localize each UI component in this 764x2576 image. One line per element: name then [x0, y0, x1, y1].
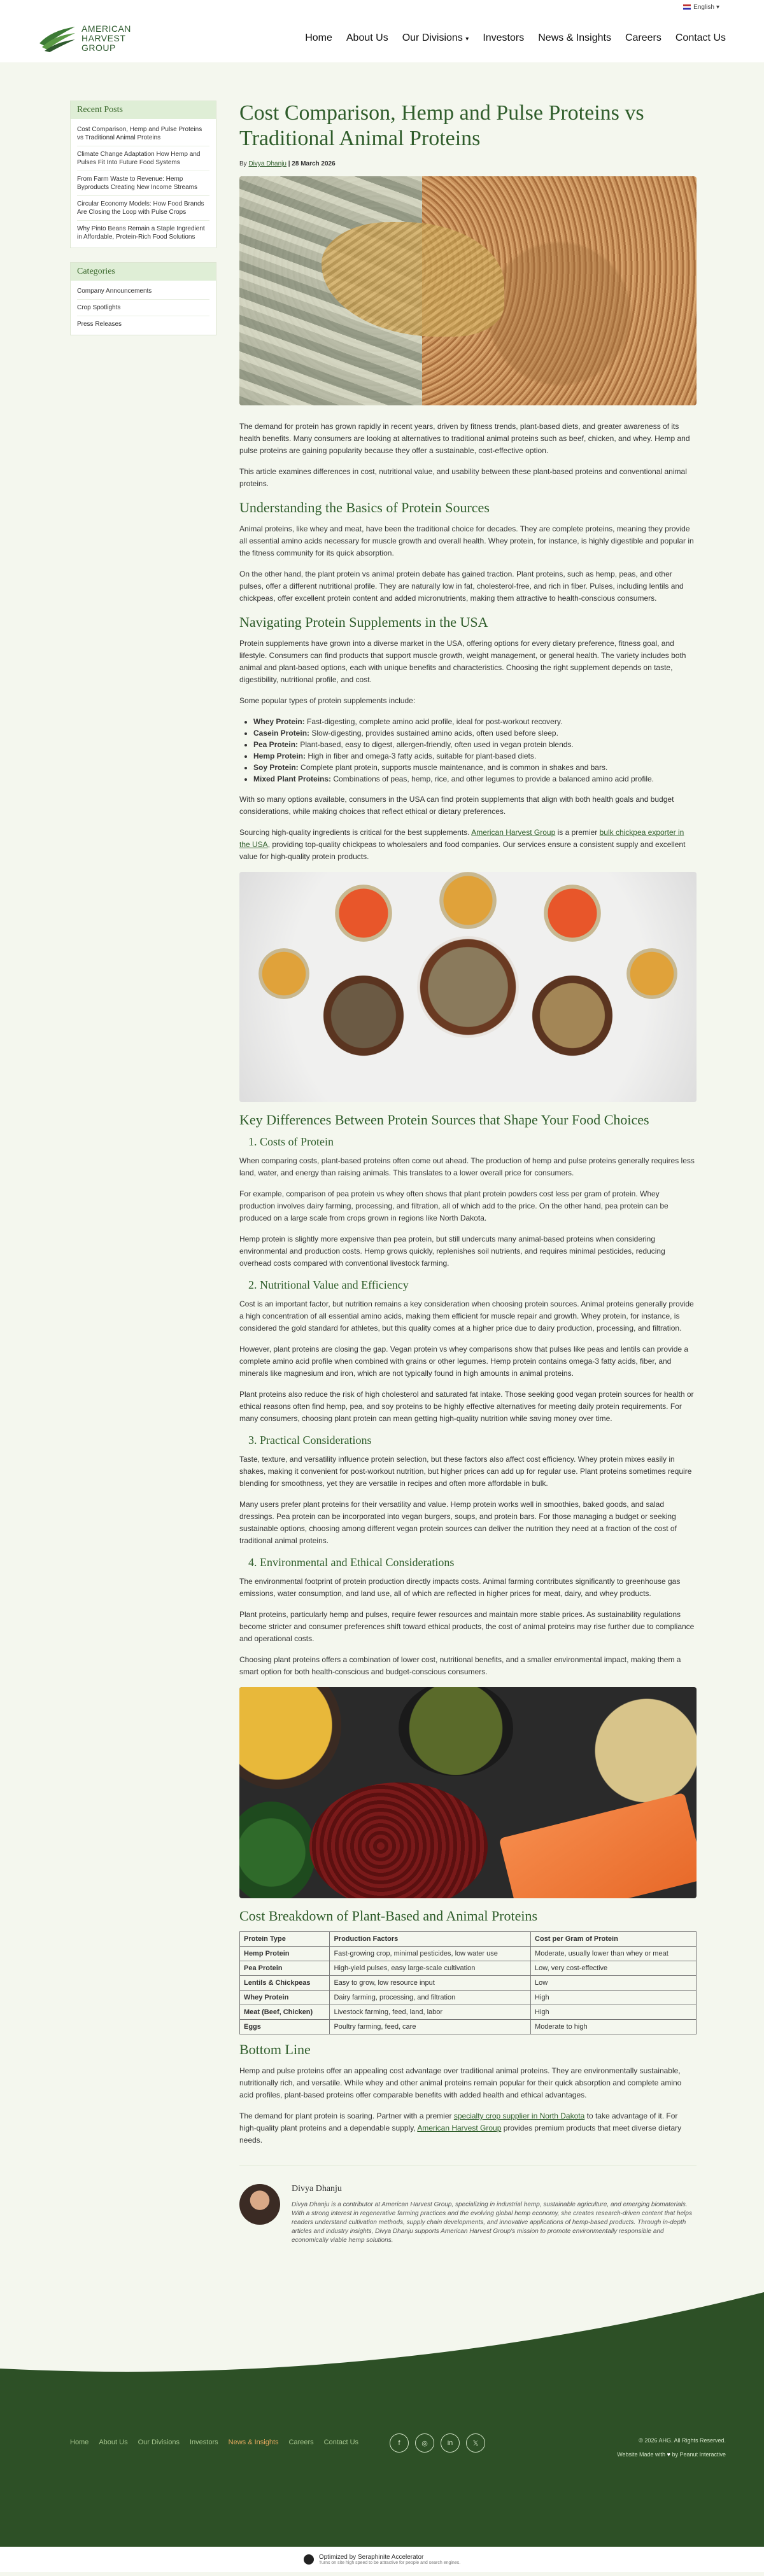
paragraph: Animal proteins, like whey and meat, have been the traditional choice for decades. They are complete proteins, meaning they provide all essential amino acids necessary for muscle growth and overall health. Whey protein, for instance, is highly digestible and popular in the fitness community for its quick absorption. — [239, 524, 694, 557]
paragraph: With so many options available, consumers in the USA can find protein supplements that align with both health goals and budget considerations, while making choices that reflect ethical or dietary preferences. — [239, 795, 674, 816]
category-link[interactable]: Crop Spotlights — [77, 300, 209, 316]
paragraph: The demand for protein has grown rapidly in recent years, driven by fitness trends, plant-based diets, and greater awareness of its health benefits. Many consumers are looking at alternatives to traditional animal proteins such as beef, chicken, and whey. Hemp and pulse proteins are gaining popularity because they offer a sustainable, cost-effective option. — [239, 422, 690, 455]
table-row — [240, 1947, 697, 1961]
list-item — [253, 773, 697, 785]
cell: Easy to grow, low resource input — [330, 1976, 531, 1991]
cell: Whey Protein — [240, 1991, 330, 2005]
chevron-down-icon: ▾ — [716, 3, 719, 11]
item-desc: Slow-digesting, provides sustained amino acids, often used before sleep. — [309, 729, 558, 738]
cell: Poultry farming, feed, care — [330, 2020, 531, 2034]
list-item — [253, 727, 697, 739]
cell: Lentils & Chickpeas — [240, 1976, 330, 1991]
item-name: Hemp Protein: — [253, 752, 306, 760]
supplement-list — [239, 716, 697, 785]
site-header — [0, 14, 764, 62]
item-name: Mixed Plant Proteins: — [253, 774, 332, 783]
item-name: Whey Protein: — [253, 717, 305, 726]
categories-title: Categories — [71, 263, 216, 281]
table-row — [240, 1976, 697, 1991]
footer-link-divisions[interactable]: Our Divisions — [138, 2439, 180, 2446]
footer-link-contact[interactable]: Contact Us — [323, 2439, 359, 2446]
nav-home[interactable]: Home — [305, 32, 332, 43]
author-bio: Divya Dhanju is a contributor at American Harvest Group, specializing in industrial hemp, sustainable agriculture, and emerging biomaterials. With a strong interest in regenerative farming practices and the evolving global hemp economy, she creates research-driven content that helps readers understand cultivation methods, supply chain developments, and innovative applications of hemp-based products. Through in-depth articles and industry insights, Divya Dhanju supports American Harvest Group's mission to promote environmentally responsible and economically viable hemp solutions. — [292, 2201, 692, 2244]
cell: Meat (Beef, Chicken) — [240, 2005, 330, 2020]
protein-foods-image — [239, 1687, 697, 1898]
cell: Fast-growing crop, minimal pesticides, low water use — [330, 1947, 531, 1961]
subsection-heading: 3. Practical Considerations — [248, 1434, 372, 1446]
nav-careers[interactable]: Careers — [625, 32, 661, 43]
facebook-icon[interactable]: f — [390, 2433, 409, 2453]
cell: Hemp Protein — [240, 1947, 330, 1961]
paragraph: Plant proteins, particularly hemp and pulses, require fewer resources and maintain more stable prices. As sustainability regulations become stricter and consumer preferences shift toward ethical products, the cost of animal proteins may rise further due to compliance and operational costs. — [239, 1610, 695, 1643]
section-heading: Understanding the Basics of Protein Sources — [239, 500, 490, 515]
nav-contact[interactable]: Contact Us — [675, 32, 726, 43]
paragraph: When comparing costs, plant-based proteins often come out ahead. The production of hemp and pulse proteins generally requires less land, water, and energy than raising animals. This translates to a lower overall price for consumers. — [239, 1156, 695, 1177]
made-text: Website Made with — [617, 2451, 666, 2458]
author-avatar — [239, 2184, 280, 2225]
text: to take advantage of it. For high-quality plant proteins and a dependable supply, — [239, 2111, 678, 2132]
paragraph — [239, 2110, 697, 2146]
footer-link-careers[interactable]: Careers — [288, 2439, 314, 2446]
logo-line-1: AMERICAN — [81, 23, 131, 34]
x-icon[interactable]: 𝕏 — [466, 2433, 485, 2453]
social-links — [390, 2433, 485, 2453]
ahg-link[interactable]: American Harvest Group — [471, 828, 556, 837]
badge-subtitle: Turns on site high speed to be attractive for people and search engines. — [318, 2561, 461, 2565]
section-heading: Key Differences Between Protein Sources that Shape Your Food Choices — [239, 1112, 649, 1128]
cell: High-yield pulses, easy large-scale cultivation — [330, 1961, 531, 1976]
item-name: Pea Protein: — [253, 740, 299, 749]
category-link[interactable]: Company Announcements — [77, 283, 209, 300]
list-item — [253, 750, 697, 762]
item-desc: High in fiber and omega-3 fatty acids, suitable for plant-based diets. — [306, 752, 537, 760]
paragraph: Hemp protein is slightly more expensive than pea protein, but still undercuts many animal-based proteins when considering environmental and production costs. Hemp grows quickly, replenishes soil nutrients, and requires minimal pesticides, reducing overhead costs compared with conventional livestock farming. — [239, 1235, 665, 1268]
cell: High — [531, 1991, 697, 2005]
by-label: By — [239, 160, 247, 167]
nav-divisions[interactable] — [402, 32, 469, 44]
section-heading: Bottom Line — [239, 2041, 311, 2057]
publish-date: | 28 March 2026 — [288, 160, 336, 167]
copyright: © 2026 AHG. All Rights Reserved. — [639, 2437, 726, 2444]
paragraph: The environmental footprint of protein production directly impacts costs. Animal farming contributes significantly to greenhouse gas emissions, water consumption, and land use, all of which are reflected in higher prices for meat, dairy, and whey products. — [239, 1577, 681, 1598]
cell: Low — [531, 1976, 697, 1991]
instagram-icon[interactable]: ◎ — [415, 2433, 434, 2453]
article-title: Cost Comparison, Hemp and Pulse Proteins vs Traditional Animal Proteins — [239, 101, 644, 150]
section-heading: Cost Breakdown of Plant-Based and Animal Proteins — [239, 1908, 538, 1924]
list-item — [253, 762, 697, 773]
paragraph: However, plant proteins are closing the gap. Vegan protein vs whey comparisons show that pulses like peas and lentils can provide a complete amino acid profile when combined with grains or other legumes. Hemp protein contains omega-3 fatty acids, fiber, and minerals like magnesium and iron, which are not typically found in high amounts in animal proteins. — [239, 1345, 689, 1378]
paragraph: Choosing plant proteins offers a combination of lower cost, nutritional benefits, and a smaller environmental impact, making them a smart option for both health-conscious and budget-conscious consumers. — [239, 1655, 681, 1676]
sidebar — [70, 101, 216, 2279]
category-link[interactable]: Press Releases — [77, 321, 122, 328]
item-name: Soy Protein: — [253, 763, 299, 772]
footer-link-investors[interactable]: Investors — [190, 2439, 218, 2446]
text: The demand for plant protein is soaring. Partner with a premier — [239, 2111, 454, 2120]
list-item — [253, 716, 697, 727]
subsection-heading: 2. Nutritional Value and Efficiency — [248, 1278, 409, 1291]
linkedin-icon[interactable]: in — [441, 2433, 460, 2453]
chickpea-exporter-link[interactable]: bulk chickpea exporter in the USA — [239, 828, 684, 849]
nav-investors[interactable]: Investors — [483, 32, 525, 43]
paragraph: For example, comparison of pea protein vs whey often shows that plant protein powders cost less per gram of protein. Whey production involves dairy farming, processing, and filtration, all of which add to the price. On the other hand, pea protein can be produced on a large scale from crops grown in regions like North Dakota. — [239, 1189, 668, 1222]
footer-wave — [0, 2292, 764, 2394]
recent-post-link[interactable]: Why Pinto Beans Remain a Staple Ingredient in Affordable, Protein-Rich Food Solutions — [77, 225, 205, 241]
paragraph: Hemp and pulse proteins offer an appealing cost advantage over traditional animal proteins. They are environmentally sustainable, nutritionally rich, and versatile. While whey and other animal proteins remain popular for their quick absorption and complete amino acid profiles, plant-based proteins offer comparable benefits with added health and ethical advantages. — [239, 2066, 682, 2099]
accelerator-badge[interactable] — [0, 2547, 764, 2572]
text: provides premium products that meet diverse dietary needs. — [239, 2124, 682, 2145]
footer-link-about[interactable]: About Us — [99, 2439, 128, 2446]
wheat-logo-icon — [38, 24, 76, 52]
logo-line-3: GROUP — [81, 42, 116, 53]
table-row — [240, 1961, 697, 1976]
cost-table — [239, 1931, 697, 2034]
table-row — [240, 2005, 697, 2020]
table-row — [240, 1991, 697, 2005]
section-heading: Navigating Protein Supplements in the USA — [239, 614, 488, 630]
subsection-heading: 4. Environmental and Ethical Considerations — [248, 1556, 455, 1569]
column-header: Protein Type — [240, 1932, 330, 1947]
item-name: Casein Protein: — [253, 729, 310, 738]
item-desc: Combinations of peas, hemp, rice, and other legumes to provide a balanced amino acid profile. — [331, 774, 654, 783]
table-row — [240, 2020, 697, 2034]
recent-post-link[interactable]: Cost Comparison, Hemp and Pulse Proteins vs Traditional Animal Proteins — [77, 122, 209, 146]
made-by — [617, 2447, 726, 2461]
author-name: Divya Dhanju — [292, 2184, 342, 2194]
recent-posts-title: Recent Posts — [71, 101, 216, 119]
column-header: Cost per Gram of Protein — [531, 1932, 697, 1947]
recent-posts-widget — [70, 101, 216, 248]
top-bar — [0, 0, 764, 14]
article-meta — [239, 160, 697, 167]
paragraph — [239, 827, 697, 863]
author-bio-box — [239, 2166, 697, 2279]
paragraph: This article examines differences in cost, nutritional value, and usability between these plant-based proteins and conventional animal proteins. — [239, 467, 687, 488]
paragraph: Cost is an important factor, but nutrition remains a key consideration when choosing protein sources. Animal proteins generally provide a high concentration of all essential amino acids, making them efficient for muscle repair and growth. Whey protein, for instance, is considered the gold standard for athletes, but this quality comes at a higher price due to dairy production, processing, and filtration. — [239, 1299, 694, 1333]
column-header: Production Factors — [330, 1932, 531, 1947]
text: , providing top-quality chickpeas to wholesalers and food companies. Our services ensure a consistent supply and excellent value for high-quality protein products. — [239, 840, 686, 861]
paragraph: On the other hand, the plant protein vs animal protein debate has gained traction. Plant proteins, such as hemp, peas, and other pulses, offer a different nutritional profile. They are naturally low in fat, cholesterol-free, and rich in fiber. Pulses, including lentils and chickpeas, offer excellent protein content and added micronutrients, making them attractive to health-conscious consumers. — [239, 570, 684, 603]
heart-icon: ♥ — [667, 2451, 670, 2458]
badge-title: Optimized by Seraphinite Accelerator — [318, 2554, 424, 2561]
list-item — [253, 739, 697, 750]
site-footer — [0, 2394, 764, 2547]
footer-link-news[interactable]: News & Insights — [228, 2439, 279, 2446]
cell: Moderate to high — [531, 2020, 697, 2034]
ahg-link[interactable]: American Harvest Group — [417, 2124, 502, 2132]
categories-widget — [70, 262, 216, 335]
paragraph: Some popular types of protein supplements include: — [239, 696, 416, 705]
article — [239, 101, 697, 2279]
cell: Moderate, usually lower than whey or meat — [531, 1947, 697, 1961]
subsection-heading: 1. Costs of Protein — [248, 1135, 334, 1148]
paragraph: Plant proteins also reduce the risk of high cholesterol and saturated fat intake. Those seeking good vegan protein sources for health or ethical reasons often find hemp, pea, and soy proteins to be highly effective alternatives for meeting daily protein requirements. For many consumers, choosing plant protein can mean getting high-quality nutrition while saving money over time. — [239, 1390, 694, 1423]
seraphinite-icon — [304, 2554, 314, 2565]
text: is a premier — [555, 828, 600, 837]
specialty-crop-link[interactable]: specialty crop supplier in North Dakota — [453, 2111, 585, 2120]
item-desc: Fast-digesting, complete amino acid profile, ideal for post-workout recovery. — [304, 717, 563, 726]
chevron-down-icon: ▾ — [465, 36, 469, 43]
legume-bowls-image — [239, 872, 697, 1102]
cell: Low, very cost-effective — [531, 1961, 697, 1976]
paragraph: Protein supplements have grown into a diverse market in the USA, offering options for every dietary preference, fitness goal, and lifestyle. Consumers can find products that support muscle growth, weight management, or general health. The variety includes both animal and plant-based options, each with unique benefits and characteristics. Choosing the right supplement depends on taste, digestibility, nutritional profile, and cost. — [239, 639, 686, 684]
cell: Pea Protein — [240, 1961, 330, 1976]
logo[interactable] — [38, 24, 131, 53]
item-desc: Complete plant protein, supports muscle maintenance, and is common in shakes and bars. — [298, 763, 608, 772]
nav-divisions-label: Our Divisions — [402, 32, 463, 43]
us-flag-icon — [683, 4, 691, 10]
recent-post-link[interactable]: From Farm Waste to Revenue: Hemp Byproducts Creating New Income Streams — [77, 171, 209, 196]
nav-news[interactable]: News & Insights — [538, 32, 611, 43]
language-selector[interactable]: English — [693, 3, 714, 11]
nav-about[interactable]: About Us — [346, 32, 388, 43]
cell: Dairy farming, processing, and filtration — [330, 1991, 531, 2005]
main-nav — [305, 32, 726, 44]
agency-link[interactable]: by Peanut Interactive — [672, 2451, 726, 2458]
paragraph: Many users prefer plant proteins for their versatility and value. Hemp protein works well in smoothies, baked goods, and salad dressings. Pea protein can be incorporated into vegan burgers, soups, and protein bars. For those managing a budget or seeking sustainable options, choosing among different vegan protein sources can deliver the nutrition they need at a fraction of the cost of traditional animal proteins. — [239, 1500, 677, 1545]
item-desc: Plant-based, easy to digest, allergen-friendly, often used in vegan protein blends. — [298, 740, 574, 749]
footer-legal — [617, 2433, 726, 2461]
text: Sourcing high-quality ingredients is critical for the best supplements. — [239, 828, 472, 837]
cell: High — [531, 2005, 697, 2020]
recent-post-link[interactable]: Circular Economy Models: How Food Brands Are Closing the Loop with Pulse Crops — [77, 196, 209, 221]
hero-image-grains-and-money — [239, 176, 697, 405]
cell: Eggs — [240, 2020, 330, 2034]
recent-post-link[interactable]: Climate Change Adaptation How Hemp and Pulses Fit Into Future Food Systems — [77, 146, 209, 171]
cell: Livestock farming, feed, land, labor — [330, 2005, 531, 2020]
author-link[interactable]: Divya Dhanju — [248, 160, 286, 167]
paragraph: Taste, texture, and versatility influence protein selection, but these factors also affect cost efficiency. Whey protein mixes easily in shakes, making it convenient for post-workout nutrition, but higher prices can add up for regular use. Plant proteins sometimes require blending for smoothness, yet they are versatile in recipes and often more affordable in bulk. — [239, 1455, 692, 1488]
table-header-row — [240, 1932, 697, 1947]
footer-link-home[interactable]: Home — [70, 2439, 89, 2446]
logo-line-2: HARVEST — [81, 32, 126, 43]
